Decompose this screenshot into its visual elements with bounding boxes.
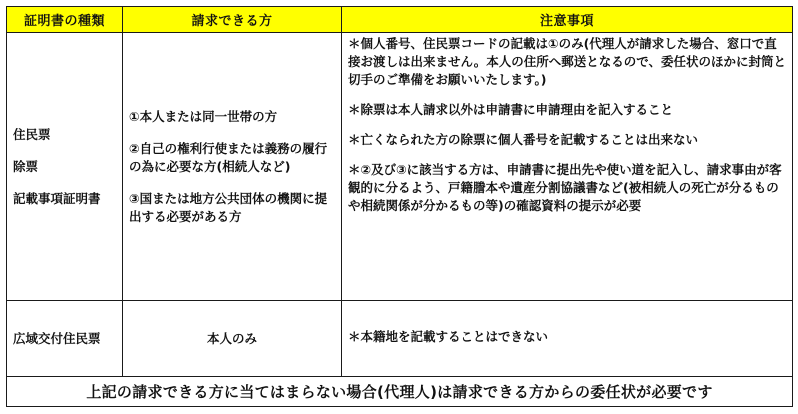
note-item-1: ＊個人番号、住民票コードの記載は①のみ(代理人が請求した場合、窓口で直接お渡しは出来ません。本人の住所へ郵送となるので、委任状のほかに封筒と切手のご準備をお願いいたします。) (348, 36, 787, 87)
requester-cell (123, 301, 342, 377)
requester-item-1: ①本人または同一世帯の方 (129, 108, 278, 124)
type-kisai-jiko: 記載事項証明書 (13, 190, 101, 206)
notes-cell (342, 301, 793, 377)
note-item-3: ＊亡くなられた方の除票に個人番号を記載することは出来ない (348, 132, 699, 147)
notes-cell (342, 33, 793, 301)
header-requester: 請求できる方 (123, 7, 342, 33)
note-item-4: ＊②及び③に該当する方は、申請書に提出先や使い道を記入し、請求事由が客観的に分るよう、戸籍謄本や遺産分割協議書など(被相続人の死亡が分るものや相続関係が分かるもの等)の確認資料の提示が必要 (348, 162, 782, 213)
header-notes: 注意事項 (342, 7, 793, 33)
note-item-honseki: ＊本籍地を記載することはできない (348, 328, 549, 344)
certificate-requirements-table (6, 6, 793, 407)
certificate-type-cell (7, 301, 123, 377)
table-row-residence-certificate (7, 33, 793, 301)
footer-note: 上記の請求できる方に当てはまらない場合(代理人)は請求できる方からの委任状が必要です (7, 377, 793, 407)
requester-item-3: ③国または地方公共団体の機関に提出する必要がある方 (129, 190, 328, 224)
footer-row (7, 377, 793, 407)
type-koiki-kofu: 広域交付住民票 (13, 330, 101, 346)
requester-cell (123, 33, 342, 301)
requester-item-2: ②自己の権利行使または義務の履行の為に必要な方(相続人など) (129, 140, 328, 174)
type-johyo: 除票 (13, 158, 39, 174)
header-certificate-type: 証明書の種類 (7, 7, 123, 33)
note-item-2: ＊除票は本人請求以外は申請書に申請理由を記入すること (348, 102, 674, 117)
certificate-type-cell (7, 33, 123, 301)
requester-item-self-only: 本人のみ (206, 330, 257, 346)
table-row-wide-area (7, 301, 793, 377)
type-juminhyo: 住民票 (13, 126, 51, 142)
header-row (7, 7, 793, 33)
